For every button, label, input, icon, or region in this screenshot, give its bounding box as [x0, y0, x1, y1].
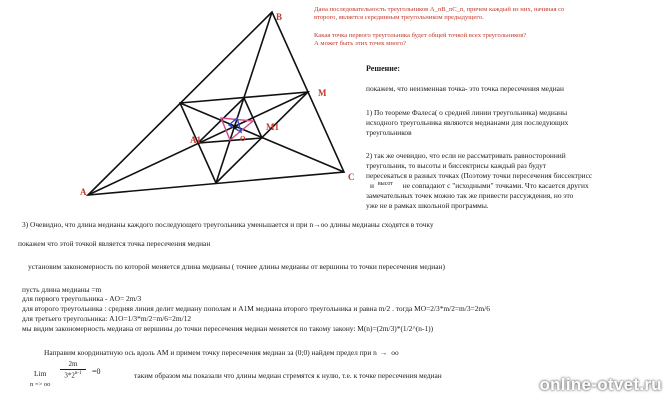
lower-line-5: для первого треугольника - AO= 2m/3: [22, 294, 142, 303]
arrow-icon: →: [313, 220, 321, 229]
problem-line-2: второго, является серединным треугольником предыдущего.: [314, 14, 484, 21]
watermark: online-otvet.ru: [539, 375, 662, 394]
solution-p1: покажем, что неизменная точка- это точка пересечения медиан: [366, 84, 564, 93]
arrow-icon-2: →: [379, 348, 388, 357]
solution-p3-line3: пересекаться в разных точках (Поэтому точки пересечения биссектрисс: [366, 171, 593, 180]
lower-line-7: для третьего треугольника: A1O=1/3*m/2=m/6=2m/12: [22, 314, 192, 323]
solution-heading: Решение:: [366, 64, 401, 73]
lower-line-4: пусть длина медианы =m: [22, 285, 102, 294]
heights-word: высот: [377, 181, 393, 187]
lower-line-3: установим закономерность по которой меняется длина медианы ( точнее длины медианы от вершины то точки пересечения медиан): [28, 262, 445, 271]
lower-line-1-end: oo длины медианы сходятся в точку: [320, 220, 434, 229]
problem-line-1: Дана последовательность треугольников A_nB_nC_n, причем каждый из них, начиная со: [314, 6, 565, 13]
lim-word: Lim: [34, 369, 47, 378]
lower-line-1: [22, 220, 434, 230]
solution-p2-line3: треугольников: [366, 128, 412, 137]
triangle-figure: [0, 0, 360, 205]
lower-line-1-text: 3) Очевидно, что длина медианы каждого последующего треугольника уменьшается и при n: [22, 220, 314, 229]
lower-line-9: [44, 348, 399, 358]
exponent: n-1: [74, 371, 82, 376]
label-A1: A1: [190, 135, 201, 145]
label-O: O: [240, 135, 246, 143]
and-word: и: [370, 181, 374, 190]
solution-p3-line2: треугольник, то высоты и биссектрисы каждый раз будут: [366, 161, 547, 170]
centroid-point: [233, 125, 237, 129]
solution-p3-line5: замечательных точек можно так же привести рассуждения, но это: [366, 191, 574, 200]
solution-p3-line1: 2) так же очевидно, что если не рассматривать равносторонний: [366, 151, 566, 160]
lower-line-2: покажем что этой точкой является точка пересечения медиан: [18, 239, 211, 248]
solution-p3-line4-rest: не совпадают с "исходными" точками. Что касается других: [402, 181, 589, 190]
label-B: B: [276, 12, 283, 22]
lower-line-10: таким образом мы показали что длины медиан стремятся к нулю, т.е. к точке пересечения медиан: [134, 371, 442, 380]
label-A: A: [80, 187, 87, 197]
lower-line-9-text: Направим координатную ось вдоль AM и примем точку пересечения медиан за (0;0) найдем предел при n: [44, 348, 377, 357]
solution-p3-line6: уже не в рамках школьной программы.: [366, 201, 489, 210]
equals-zero: =0: [92, 367, 101, 376]
lower-line-8: мы видим закономерность медиана от вершины до точки пересечения медиан меняется по такому закону: M(n)=(2m/3)*(1/2^(n-1)): [22, 324, 434, 333]
problem-line-3: Какая точка первого треугольника будет общей точкой всех треугольников?: [314, 32, 527, 39]
fraction-denominator: 3*2$^{n-1}$: [64, 371, 82, 380]
problem-line-4: А может быть этих точек много?: [314, 40, 406, 47]
label-C: C: [348, 172, 355, 182]
label-M: M: [318, 88, 327, 98]
fraction-numerator: 2m: [68, 360, 78, 368]
solution-p2-line1: 1) По теореме Фалеса( о средней линии треугольника) медианы: [366, 108, 568, 117]
label-M1: M1: [266, 122, 279, 132]
limit-subscript: n => oo: [30, 381, 51, 388]
fraction: [58, 360, 88, 379]
lower-line-9-end: oo: [391, 348, 399, 357]
solution-p2-line2: исходного треугольника являются медианами для последующих: [366, 118, 569, 127]
outer-triangles: [88, 12, 344, 195]
lower-line-6: для второго треугольника : средняя линия делит медиану пополам и A1M медиана второго треугольника и равна m/2 . тогда MO=2/3*m/2=m/3=2m/6: [22, 304, 490, 313]
